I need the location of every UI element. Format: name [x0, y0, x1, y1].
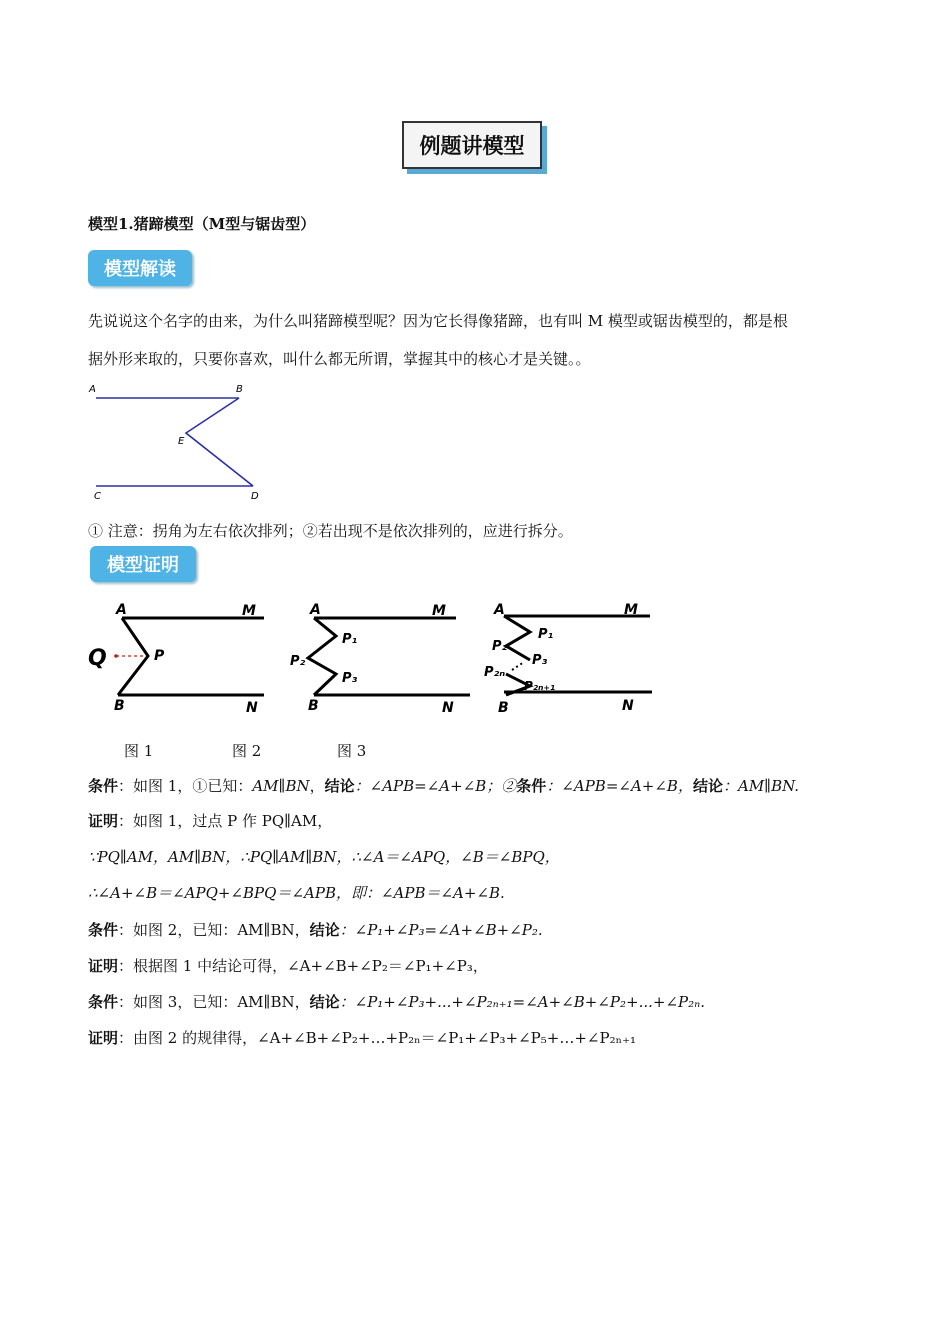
- model-title: 模型1.猪蹄模型（M型与锯齿型）: [88, 215, 316, 233]
- zigzag-bed: [186, 398, 253, 486]
- label-n: N: [246, 700, 258, 716]
- caption-fig-3: 图 3: [337, 742, 367, 760]
- label-b: B: [498, 700, 509, 716]
- point-q: [114, 654, 118, 658]
- label-b: B: [308, 698, 319, 714]
- proof-line-5: 证明：由图 2 的规律得，∠A+∠B+∠P₂+…+P₂ₙ＝∠P₁+∠P₃+∠P₅+…+∠P₂ₙ₊₁: [88, 1029, 637, 1047]
- model-proof-tag: 模型证明: [90, 546, 196, 582]
- label-n: N: [442, 700, 454, 716]
- zigzag-dots: [512, 662, 524, 670]
- label-n: N: [622, 698, 634, 714]
- caption-fig-2: 图 2: [232, 742, 262, 760]
- label-p3: P₃: [342, 671, 358, 686]
- label-p2: P₂: [492, 639, 508, 654]
- label-p3: P₃: [532, 653, 548, 668]
- label-m: M: [432, 603, 446, 619]
- zigzag-top: [504, 616, 530, 660]
- caption-fig-1: 图 1: [124, 742, 154, 760]
- proof-line-1: 证明：如图 1，过点 P 作 PQ∥AM，: [88, 812, 333, 830]
- figure-3: [480, 598, 670, 720]
- label-a: A: [89, 384, 96, 395]
- figure-1: [86, 598, 276, 720]
- condition-line-3: 条件：如图 3，已知：AM∥BN，结论：∠P₁+∠P₃+...+∠P₂ₙ₊₁=∠A+∠B+∠P₂+...+∠P₂ₙ.: [88, 993, 706, 1011]
- proof-line-2: ∵PQ∥AM，AM∥BN，∴PQ∥AM∥BN，∴∠A＝∠APQ，∠B＝∠BPQ，: [88, 848, 560, 866]
- label-m: M: [242, 603, 256, 619]
- intro-line-1: 先说说这个名字的由来，为什么叫猪蹄模型呢？因为它长得像猪蹄，也有叫 M 模型或锯齿模型的，都是根: [88, 312, 788, 330]
- label-p1: P₁: [342, 632, 358, 647]
- label-a: A: [310, 602, 321, 618]
- label-p2n1: P₂ₙ₊₁: [524, 679, 556, 693]
- label-p2n: P₂ₙ: [484, 665, 506, 680]
- label-c: C: [94, 491, 101, 502]
- label-q: Q: [88, 646, 107, 671]
- label-d: D: [251, 491, 259, 502]
- label-b: B: [114, 698, 125, 714]
- label-b: B: [236, 384, 243, 395]
- intro-line-2: 据外形来取的，只要你喜欢，叫什么都无所谓，掌握其中的核心才是关键。。: [88, 350, 591, 368]
- label-p1: P₁: [538, 627, 554, 642]
- label-p2: P₂: [290, 654, 306, 669]
- note-line: ① 注意：拐角为左右依次排列；②若出现不是依次排列的，应进行拆分。: [88, 522, 573, 540]
- label-e: E: [178, 436, 185, 447]
- label-a: A: [494, 602, 505, 618]
- figure-m-shape: [86, 378, 276, 506]
- label-m: M: [624, 602, 638, 618]
- section-banner: 例题讲模型: [402, 121, 542, 169]
- model-interpret-tag: 模型解读: [88, 250, 192, 286]
- condition-line-2: 条件：如图 2，已知：AM∥BN，结论：∠P₁+∠P₃=∠A+∠B+∠P₂.: [88, 921, 543, 939]
- label-p: P: [154, 648, 165, 664]
- proof-line-3: ∴∠A+∠B＝∠APQ+∠BPQ＝∠APB，即：∠APB＝∠A+∠B.: [88, 884, 505, 902]
- label-a: A: [116, 602, 127, 618]
- proof-line-4: 证明：根据图 1 中结论可得，∠A+∠B+∠P₂＝∠P₁+∠P₃，: [88, 957, 488, 975]
- zigzag-p: [308, 618, 336, 695]
- figure-2: [288, 598, 478, 720]
- condition-line-1: 条件：如图 1，①已知：AM∥BN，结论：∠APB=∠A+∠B；②条件：∠APB=∠A+∠B，结论：AM∥BN.: [88, 777, 800, 795]
